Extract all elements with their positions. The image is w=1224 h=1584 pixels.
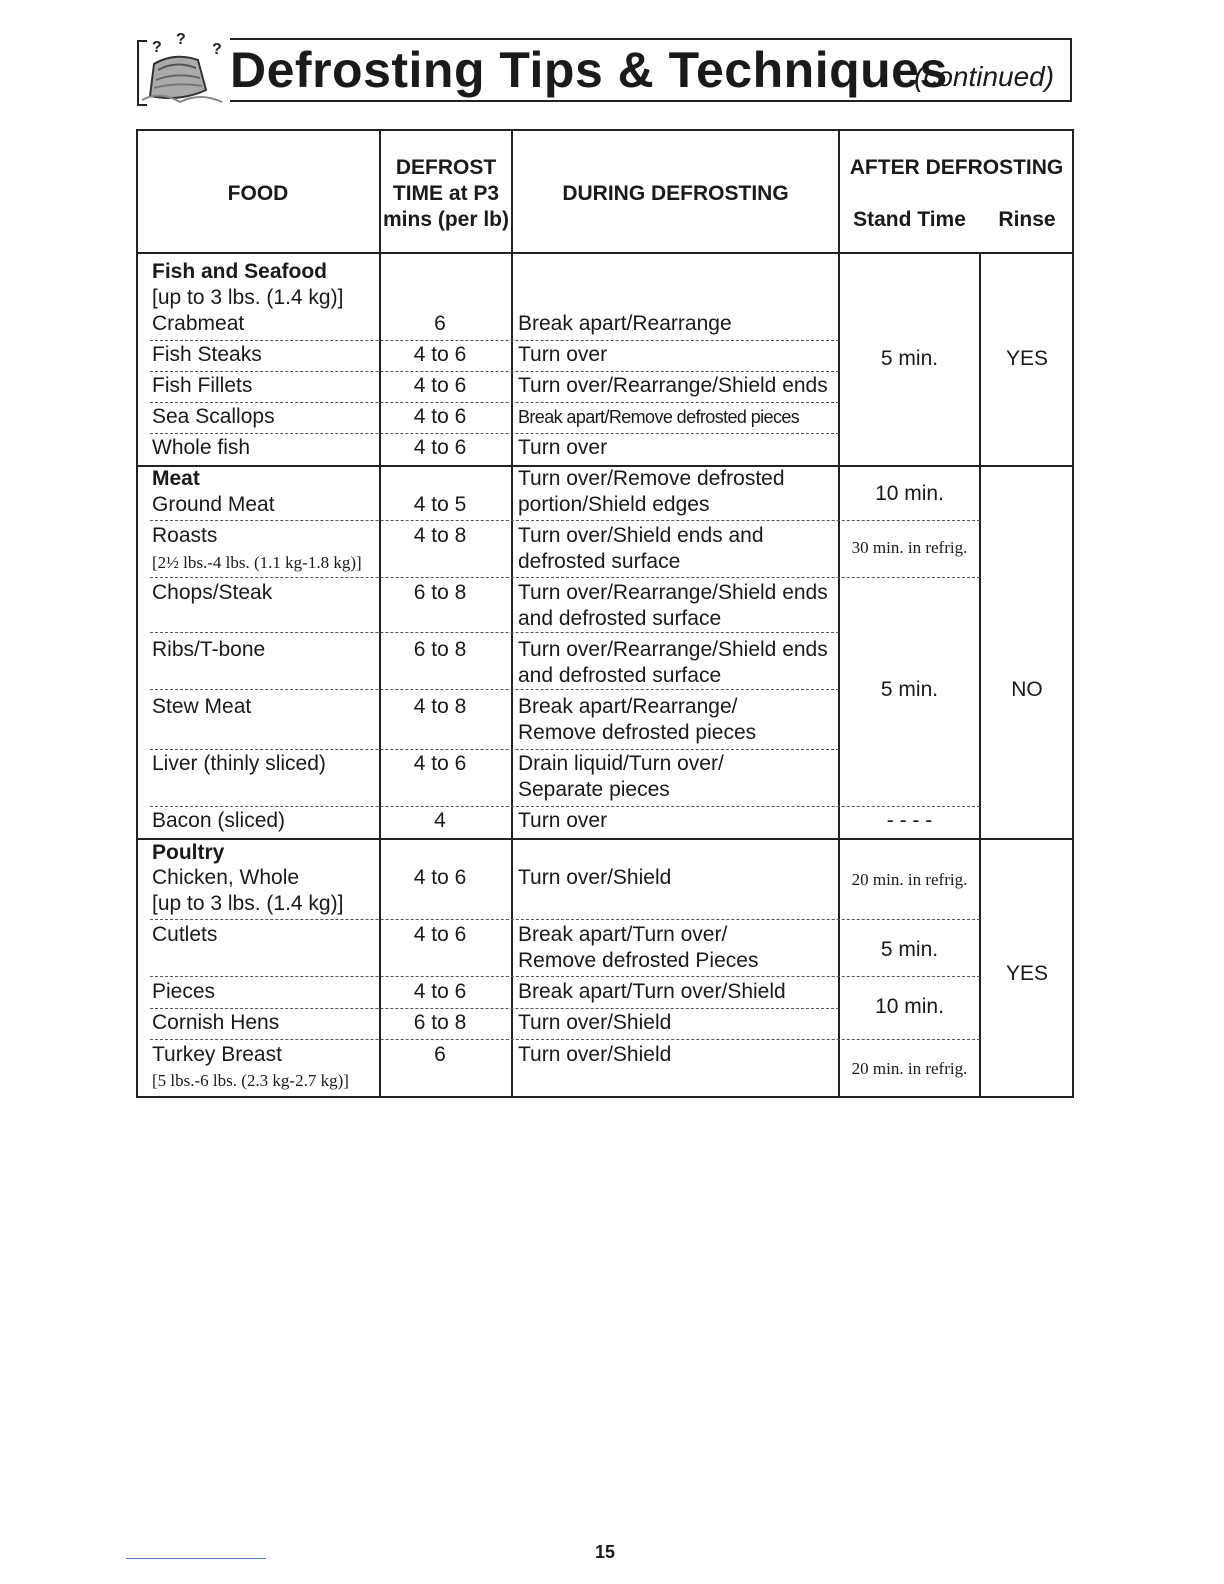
during-bacon: Turn over — [518, 809, 608, 832]
col-header-time-3: mins (per lb) — [382, 208, 509, 231]
rinse-poultry: YES — [1005, 962, 1049, 985]
stand-pieces-cornish: 10 min. — [875, 995, 944, 1018]
time-whole-fish: 4 to 6 — [413, 436, 467, 459]
stand-bacon: - - - - — [886, 809, 933, 832]
food-pieces: Pieces — [152, 980, 216, 1003]
food-roasts: Roasts — [152, 524, 218, 547]
food-bacon: Bacon (sliced) — [152, 809, 286, 832]
stand-cutlets: 5 min. — [880, 938, 939, 961]
during-cutlets-1: Break apart/Turn over/ — [518, 923, 728, 946]
food-stew-meat: Stew Meat — [152, 695, 252, 718]
turkey-note: [5 lbs.-6 lbs. (2.3 kg-2.7 kg)] — [152, 1071, 349, 1090]
category-meat: Meat — [152, 467, 200, 490]
during-ground-meat-2: portion/Shield edges — [518, 493, 710, 516]
page-subtitle: (continued) — [914, 61, 1055, 92]
col-header-food: FOOD — [227, 182, 289, 205]
col-divider — [511, 129, 513, 1098]
col-header-rinse: Rinse — [998, 208, 1056, 231]
rinse-meat: NO — [1011, 678, 1043, 701]
during-stew-1: Break apart/Rearrange/ — [518, 695, 738, 718]
during-chicken-whole: Turn over/Shield — [518, 866, 672, 889]
food-sea-scallops: Sea Scallops — [152, 405, 275, 428]
stand-chicken-whole: 20 min. in refrig. — [851, 870, 968, 889]
during-chops-2: and defrosted surface — [518, 607, 722, 630]
time-chicken-whole: 4 to 6 — [413, 866, 467, 889]
page-title: Defrosting Tips & Techniques — [230, 42, 948, 98]
time-chops-steak: 6 to 8 — [413, 581, 467, 604]
row-divider — [136, 252, 1074, 254]
category-poultry: Poultry — [152, 841, 225, 864]
rinse-fish: YES — [1005, 347, 1049, 370]
time-turkey-breast: 6 — [434, 1043, 446, 1066]
food-crabmeat: Crabmeat — [152, 312, 245, 335]
time-pieces: 4 to 6 — [413, 980, 467, 1003]
stand-meat-group: 5 min. — [880, 678, 939, 701]
during-roasts-1: Turn over/Shield ends and — [518, 524, 764, 547]
during-cutlets-2: Remove defrosted Pieces — [518, 949, 759, 972]
during-turkey-breast: Turn over/Shield — [518, 1043, 672, 1066]
section-divider — [136, 838, 1074, 840]
frozen-food-icon — [140, 30, 224, 106]
time-cutlets: 4 to 6 — [413, 923, 467, 946]
food-liver: Liver (thinly sliced) — [152, 752, 326, 775]
chicken-note: [up to 3 lbs. (1.4 kg)] — [152, 892, 344, 915]
time-roasts: 4 to 8 — [413, 524, 467, 547]
during-pieces: Break apart/Turn over/Shield — [518, 980, 786, 1003]
food-ribs: Ribs/T-bone — [152, 638, 266, 661]
time-ribs: 6 to 8 — [413, 638, 467, 661]
during-chops-1: Turn over/Rearrange/Shield ends — [518, 581, 828, 604]
stand-ground-meat: 10 min. — [875, 482, 944, 505]
col-header-during: DURING DEFROSTING — [562, 182, 789, 205]
during-crabmeat: Break apart/Rearrange — [518, 312, 732, 335]
stand-turkey-breast: 20 min. in refrig. — [851, 1059, 968, 1078]
time-bacon: 4 — [434, 809, 446, 832]
during-liver-2: Separate pieces — [518, 778, 670, 801]
food-turkey-breast: Turkey Breast — [152, 1043, 282, 1066]
svg-text:?: ? — [176, 31, 186, 48]
category-fish: Fish and Seafood — [152, 260, 328, 283]
col-header-stand: Stand Time — [853, 208, 966, 231]
time-sea-scallops: 4 to 6 — [413, 405, 467, 428]
during-roasts-2: defrosted surface — [518, 550, 681, 573]
col-header-after: AFTER DEFROSTING — [849, 156, 1064, 179]
during-cornish-hens: Turn over/Shield — [518, 1011, 672, 1034]
during-sea-scallops: Break apart/Remove defrosted pieces — [518, 407, 800, 427]
during-ribs-1: Turn over/Rearrange/Shield ends — [518, 638, 828, 661]
time-fish-fillets: 4 to 6 — [413, 374, 467, 397]
time-fish-steaks: 4 to 6 — [413, 343, 467, 366]
during-fish-fillets: Turn over/Rearrange/Shield ends — [518, 374, 828, 397]
col-header-time-2: TIME at P3 — [392, 182, 500, 205]
food-fish-steaks: Fish Steaks — [152, 343, 262, 366]
during-stew-2: Remove defrosted pieces — [518, 721, 757, 744]
stand-roasts: 30 min. in refrig. — [851, 538, 968, 557]
page-number: 15 — [594, 1542, 616, 1562]
time-cornish-hens: 6 to 8 — [413, 1011, 467, 1034]
footer-rule — [126, 1558, 266, 1559]
time-stew-meat: 4 to 8 — [413, 695, 467, 718]
food-fish-fillets: Fish Fillets — [152, 374, 253, 397]
food-chicken-whole: Chicken, Whole — [152, 866, 300, 889]
food-chops-steak: Chops/Steak — [152, 581, 273, 604]
during-fish-steaks: Turn over — [518, 343, 608, 366]
time-liver: 4 to 6 — [413, 752, 467, 775]
stand-fish: 5 min. — [880, 347, 939, 370]
during-ground-meat-1: Turn over/Remove defrosted — [518, 467, 785, 490]
food-whole-fish: Whole fish — [152, 436, 251, 459]
header-rule — [230, 38, 1072, 102]
food-cornish-hens: Cornish Hens — [152, 1011, 280, 1034]
during-whole-fish: Turn over — [518, 436, 608, 459]
fish-note: [up to 3 lbs. (1.4 kg)] — [152, 286, 344, 309]
col-header-time-1: DEFROST — [395, 156, 497, 179]
svg-text:?: ? — [152, 39, 162, 56]
food-cutlets: Cutlets — [152, 923, 218, 946]
col-divider — [379, 129, 381, 1098]
svg-text:?: ? — [212, 41, 222, 58]
food-ground-meat: Ground Meat — [152, 493, 275, 516]
time-crabmeat: 6 — [434, 312, 446, 335]
roasts-note: [2½ lbs.-4 lbs. (1.1 kg-1.8 kg)] — [152, 553, 362, 572]
time-ground-meat: 4 to 5 — [413, 493, 467, 516]
during-ribs-2: and defrosted surface — [518, 664, 722, 687]
during-liver-1: Drain liquid/Turn over/ — [518, 752, 724, 775]
